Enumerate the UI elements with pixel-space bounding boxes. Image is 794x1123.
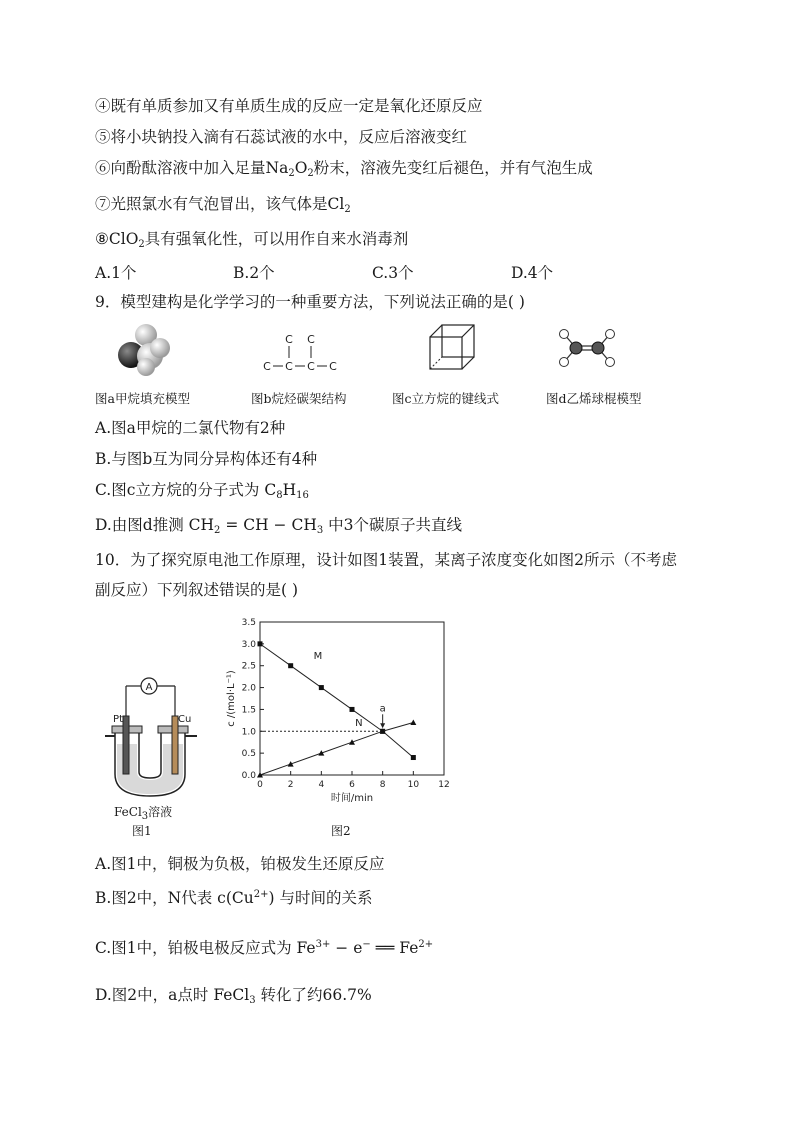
hydrogen-atom-bottom <box>137 358 155 376</box>
q10-stem-line-1: 10．为了探究原电池工作原理，设计如图1装置，某离子浓度变化如图2所示（不考虑 <box>95 551 677 569</box>
y-tick-label: 3.5 <box>241 618 256 628</box>
statement-8: ⑧ClO$_2$具有强氧化性，可以用作自来水消毒剂 <box>95 230 409 250</box>
y-tick-label: 2.5 <box>241 661 256 672</box>
concentration-time-chart <box>222 612 454 812</box>
q8-option-c[interactable]: C.3个 <box>372 264 414 282</box>
caption-figure-b: 图b烷烃碳架结构 <box>251 391 347 406</box>
carbon-label: C <box>263 360 271 373</box>
plot-frame <box>260 622 444 775</box>
y-tick-label: 3.0 <box>241 639 256 650</box>
x-tick-label: 2 <box>287 780 294 790</box>
platinum-electrode <box>123 716 129 774</box>
statement-5: ⑤将小块钠投入滴有石蕊试液的水中，反应后溶液变红 <box>95 128 468 146</box>
caption-figure-c: 图c立方烷的键线式 <box>392 391 500 406</box>
q9-option-b[interactable]: B.与图b互为同分异构体还有4种 <box>95 450 318 468</box>
figure-2-caption: 图2 <box>331 824 351 838</box>
data-point-M <box>350 707 355 712</box>
carbon-label: C <box>329 360 337 373</box>
q10-option-d[interactable]: D.图2中，a点时 FeCl$_3$ 转化了约66.7% <box>95 986 372 1006</box>
methane-space-filling-model <box>116 322 176 377</box>
y-tick-label: 2.0 <box>241 683 256 694</box>
carbon-atom <box>570 342 582 354</box>
caption-figure-a: 图a甲烷填充模型 <box>95 391 190 406</box>
x-tick-label: 0 <box>257 780 263 790</box>
data-point-M <box>258 641 263 646</box>
q9-option-a[interactable]: A.图a甲烷的二氯代物有2种 <box>95 419 286 437</box>
cubane-line-structure <box>428 323 478 373</box>
statement-6: ⑥向酚酞溶液中加入足量$Na_2O_2$粉末，溶液先变红后褪色，并有气泡生成 <box>95 159 593 179</box>
x-tick-label: 8 <box>379 780 386 790</box>
y-axis-label: c /(mol·L⁻¹) <box>226 670 237 727</box>
q8-option-d[interactable]: D.4个 <box>511 264 554 282</box>
x-tick-label: 6 <box>349 780 355 790</box>
ammeter-label: A <box>145 682 153 693</box>
figure-1-caption: 图1 <box>132 824 152 838</box>
data-point-M <box>411 755 416 760</box>
series-line-N <box>260 723 413 775</box>
y-tick-label: 1.5 <box>241 705 256 716</box>
series-line-M <box>260 644 413 758</box>
q9-option-c[interactable]: C.图c立方烷的分子式为 $C_8H_{16}$ <box>95 481 309 501</box>
solution-label: FeCl$_3$溶液 <box>114 805 173 822</box>
q10-stem-line-2: 副反应）下列叙述错误的是( ) <box>95 581 299 599</box>
x-tick-label: 10 <box>407 780 420 790</box>
copper-electrode-label: Cu <box>178 714 192 725</box>
q8-option-b[interactable]: B.2个 <box>233 264 275 282</box>
annotation-arrowhead <box>380 723 385 728</box>
q9-option-d[interactable]: D.由图d推测 $CH_2$ = CH − $CH_3$ 中3个碳原子共直线 <box>95 516 463 536</box>
alkane-carbon-skeleton <box>258 330 348 375</box>
carbon-label: C <box>307 360 315 373</box>
x-tick-label: 12 <box>438 780 450 790</box>
caption-figure-d: 图d乙烯球棍模型 <box>546 391 642 406</box>
copper-electrode <box>172 716 178 774</box>
x-tick-label: 4 <box>318 780 325 790</box>
statement-4: ④既有单质参加又有单质生成的反应一定是氧化还原反应 <box>95 97 483 115</box>
platinum-electrode-label: Pt <box>113 714 123 725</box>
carbon-label: C <box>285 333 293 346</box>
q10-option-c[interactable]: C.图1中，铂极电极反应式为 $Fe^{3+} - e^-$ ══ $Fe^{2+}$ <box>95 939 434 957</box>
q10-option-a[interactable]: A.图1中，铜极为负极，铂极发生还原反应 <box>95 855 385 873</box>
y-tick-label: 0.5 <box>241 749 256 760</box>
carbon-atom <box>592 342 604 354</box>
hydrogen-atom-right <box>150 338 170 358</box>
x-axis-label: 时间/min <box>330 793 374 804</box>
annotation-a: a <box>379 703 386 715</box>
galvanic-cell-apparatus <box>105 674 205 806</box>
q10-option-b[interactable]: B.图2中，N代表 $c(Cu^{2+})$ 与时间的关系 <box>95 889 373 907</box>
q9-stem: 9．模型建构是化学学习的一种重要方法，下列说法正确的是( ) <box>95 293 525 311</box>
y-tick-label: 0.0 <box>241 771 256 781</box>
carbon-label: C <box>285 360 293 373</box>
statement-7: ⑦光照氯水有气泡冒出，该气体是$Cl_2$ <box>95 195 351 215</box>
q8-option-a[interactable]: A.1个 <box>95 264 137 282</box>
data-point-M <box>288 663 293 668</box>
data-point-M <box>319 685 324 690</box>
series-label-M: M <box>313 651 323 663</box>
data-point-N <box>410 720 416 726</box>
y-tick-label: 1.0 <box>241 727 256 738</box>
carbon-label: C <box>307 333 315 346</box>
ethylene-ball-and-stick-model <box>556 328 618 368</box>
series-label-N: N <box>355 718 363 730</box>
